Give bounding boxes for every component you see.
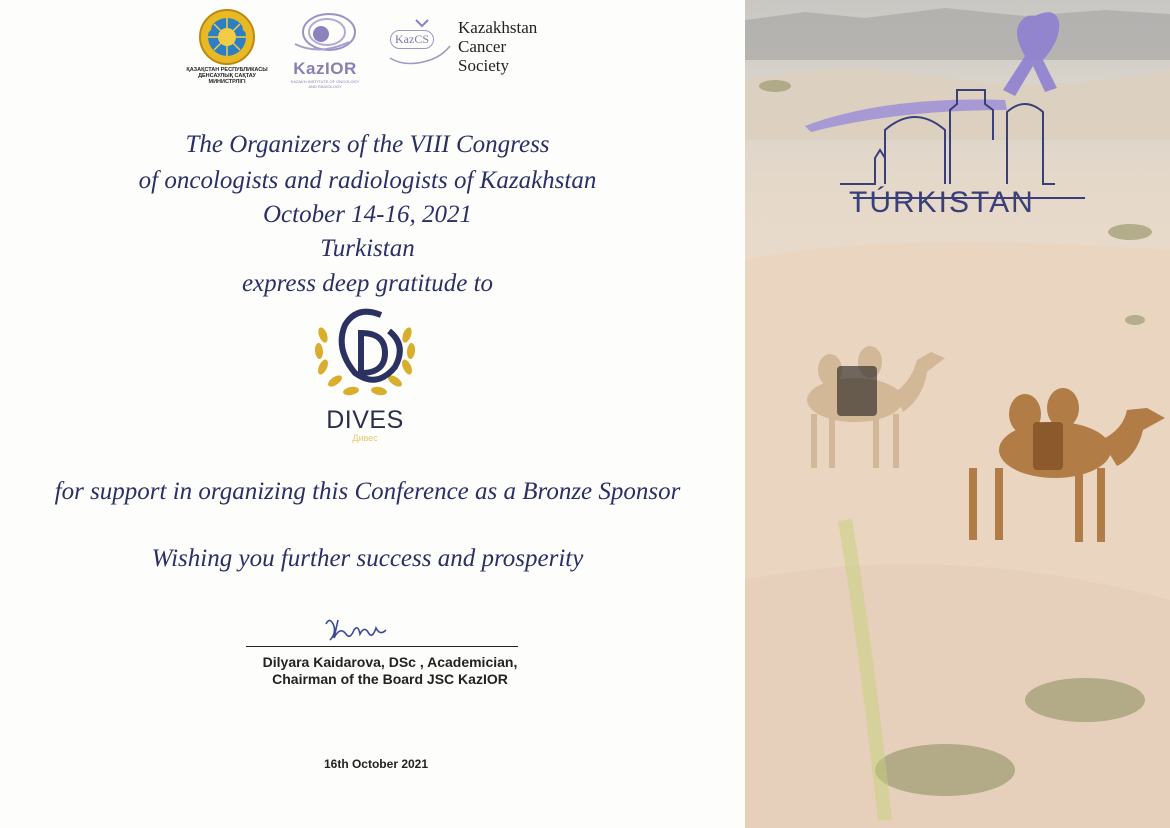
turkistan-photo-panel [745, 0, 1170, 828]
emblem-icon [197, 8, 257, 66]
desert-camels-image [745, 0, 1170, 828]
kazior-logo-text: KazIOR [293, 59, 357, 78]
dives-logo [300, 305, 430, 455]
signer-name: Dilyara Kaidarova, DSc , Academician, [262, 654, 518, 670]
organizers-line: The Organizers of the VIII Congress [185, 131, 550, 158]
ministry-emblem-logo [183, 8, 271, 88]
kazior-swirl-icon [289, 8, 361, 58]
kazcs-name: Kazakhstan Cancer Society [458, 18, 538, 75]
wish-line: Wishing you further success and prosperity [151, 545, 584, 572]
issue-date: 16th October 2021 [323, 757, 429, 771]
kazcs-badge: KazCS [390, 30, 434, 49]
emblem-caption: ҚАЗАҚСТАН РЕСПУБЛИКАСЫ ДЕНСАУЛЫҚ САҚТАУ МИНИСТРЛІГІ [186, 67, 268, 85]
handwritten-signature [320, 612, 400, 648]
kazior-logo [285, 8, 365, 88]
congress-line: of oncologists and radiologists of Kazakhstan [138, 167, 597, 194]
support-line: for support in organizing this Conference as a Bronze Sponsor [54, 478, 681, 505]
kazior-subtitle: KAZAKH INSTITUTE OF ONCOLOGY AND RADIOLOGY [290, 79, 360, 89]
turkistan-logo-text: TÚRKISTAN [849, 186, 1035, 219]
sponsor-subname: Дивес [352, 433, 378, 443]
signer-block [230, 654, 550, 688]
kazcs-logo [386, 18, 561, 78]
congress-dates: October 14-16, 2021 [263, 201, 472, 228]
gratitude-line: express deep gratitude to [241, 270, 494, 297]
signer-title: Chairman of the Board JSC KazIOR [272, 671, 508, 687]
signature-line [246, 646, 518, 647]
dives-laurel-icon [305, 305, 425, 405]
sponsor-name: DIVES [326, 406, 404, 434]
congress-city: Turkistan [320, 235, 415, 262]
